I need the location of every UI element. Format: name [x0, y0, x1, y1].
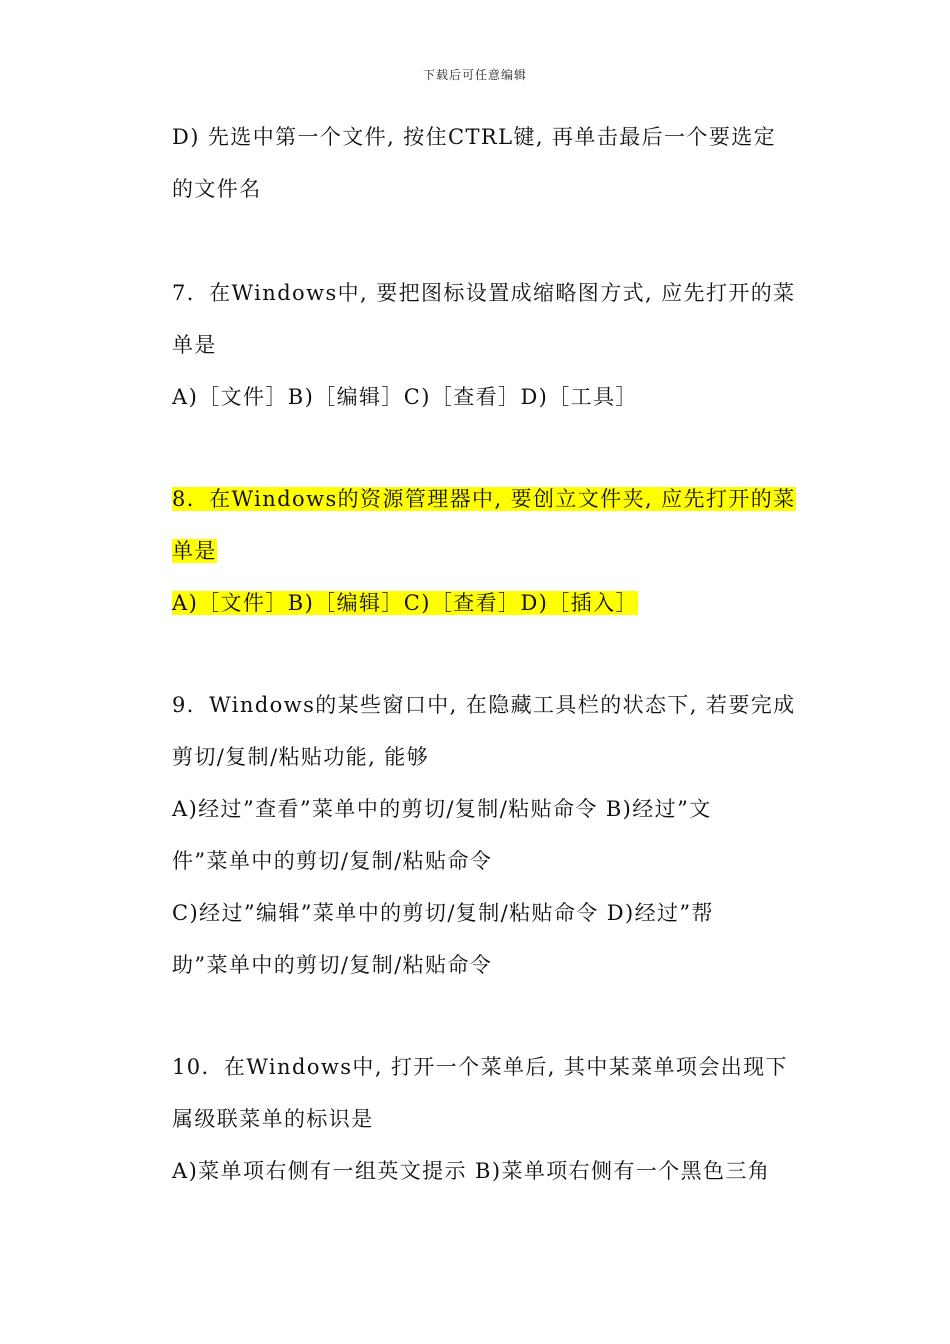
question-10-line	[172, 1052, 812, 1082]
highlighted-text: 单是	[172, 539, 217, 563]
options-line	[172, 588, 812, 618]
text-line-content: D) 先选中第一个文件, 按住CTRL键, 再单击最后一个要选定	[172, 125, 777, 149]
text-line-content: 剪切/复制/粘贴功能, 能够	[172, 745, 430, 769]
text-line	[172, 330, 812, 360]
text-line	[172, 846, 812, 876]
options-line	[172, 382, 812, 412]
text-line-content: 的文件名	[172, 177, 262, 201]
highlighted-text: 8．在Windows的资源管理器中, 要创立文件夹, 应先打开的菜	[172, 487, 796, 511]
text-line-content: 10．在Windows中, 打开一个菜单后, 其中某菜单项会出现下	[172, 1055, 788, 1079]
highlighted-text: A)［文件］B)［编辑］C)［查看］D)［插入］	[172, 591, 638, 615]
options-line	[172, 794, 812, 824]
text-line	[172, 950, 812, 980]
text-line-content: A)菜单项右侧有一组英文提示 B)菜单项右侧有一个黑色三角	[172, 1159, 771, 1183]
text-line	[172, 1104, 812, 1134]
options-line	[172, 898, 812, 928]
text-line-content: 7．在Windows中, 要把图标设置成缩略图方式, 应先打开的菜	[172, 281, 796, 305]
text-line-content: 单是	[172, 333, 217, 357]
question-9-line	[172, 690, 812, 720]
text-line	[172, 742, 812, 772]
text-line-content: A)［文件］B)［编辑］C)［查看］D)［工具］	[172, 385, 638, 409]
text-line	[172, 536, 812, 566]
text-line-content: 属级联菜单的标识是	[172, 1107, 374, 1131]
page-header: 下载后可任意编辑	[422, 68, 527, 82]
text-line-content: A)经过”查看”菜单中的剪切/复制/粘贴命令 B)经过”文	[172, 797, 712, 821]
text-line-content: 9．Windows的某些窗口中, 在隐藏工具栏的状态下, 若要完成	[172, 693, 796, 717]
text-line	[172, 174, 812, 204]
question-8-line	[172, 484, 812, 514]
text-line-content: C)经过”编辑”菜单中的剪切/复制/粘贴命令 D)经过”帮	[172, 901, 714, 925]
text-line-content: 助”菜单中的剪切/复制/粘贴命令	[172, 953, 493, 977]
question-7-line	[172, 278, 812, 308]
text-line-content: 件”菜单中的剪切/复制/粘贴命令	[172, 849, 493, 873]
options-line	[172, 1156, 812, 1186]
text-line	[172, 122, 812, 152]
